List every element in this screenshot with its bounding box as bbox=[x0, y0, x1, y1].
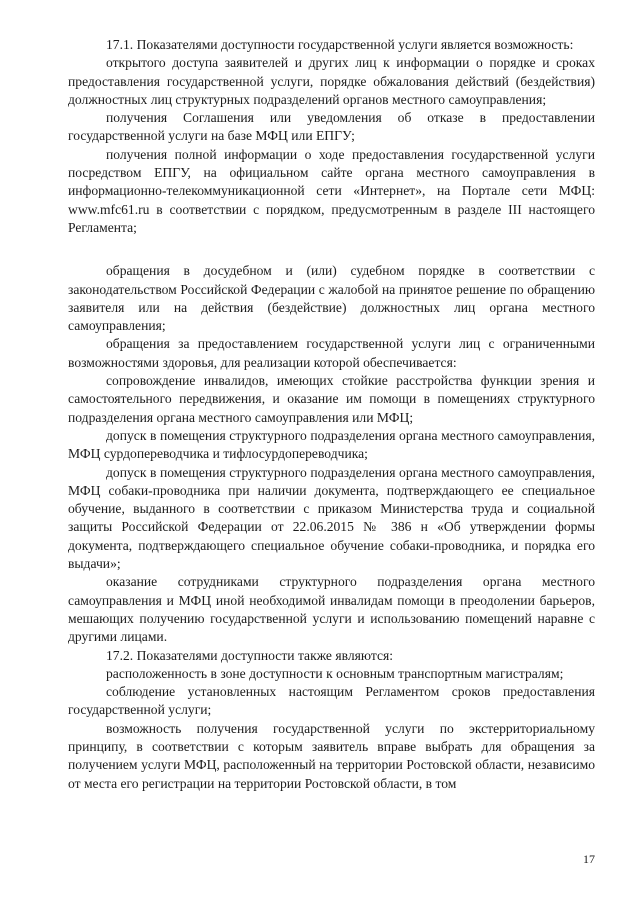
paragraph: обращения за предоставлением государственной услуги лиц с ограниченными возможностями здоровья, для реализации которой обеспечивается: bbox=[68, 336, 595, 370]
paragraph: оказание сотрудниками структурного подразделения органа местного самоуправления и МФЦ иной необходимой инвалидам помощи в преодолении барьеров, мешающих получению государственной услуги и использованию помещений наравне с другими лицами. bbox=[68, 574, 595, 645]
paragraph: 17.1. Показателями доступности государственной услуги является возможность: bbox=[106, 37, 574, 52]
page-number: 17 bbox=[583, 852, 595, 866]
paragraph: сопровождение инвалидов, имеющих стойкие расстройства функции зрения и самостоятельного передвижения, и оказание им помощи в помещениях структурного подразделения органа местного самоуправления или МФЦ; bbox=[68, 373, 595, 425]
paragraph: допуск в помещения структурного подразделения органа местного самоуправления, МФЦ сурдопереводчика и тифлосурдопереводчика; bbox=[68, 427, 595, 462]
paragraph: обращения в досудебном и (или) судебном порядке в соответствии с законодательством Российской Федерации с жалобой на принятое решение по обращению заявителя или на действия (бездействие) должностных лиц органа местного самоуправления; bbox=[68, 263, 595, 334]
paragraph: допуск в помещения структурного подразделения органа местного самоуправления, МФЦ собаки-проводника при наличии документа, подтверждающего ее специальное обучение, выданного в соответствии с приказом Министерства труда и социальной защиты Российской Федерации от 22.06.2015 № 386 н «Об утверждении формы документа, подтверждающего специальное обучение собаки-проводника, и порядка его выдачи»; bbox=[68, 464, 595, 572]
paragraph: получения полной информации о ходе предоставления государственной услуги посредством ЕПГУ, на официальном сайте органа местного самоуправления в информационно-телекоммуникационной сети «Интернет», на Портале сети МФЦ: www.mfc61.ru в соответствии с порядком, предусмотренным в разделе III настоящего Регламента; bbox=[68, 146, 595, 235]
paragraph: соблюдение установленных настоящим Регламентом сроков предоставления государственной услуги; bbox=[68, 684, 595, 718]
paragraph: открытого доступа заявителей и других лиц к информации о порядке и сроках предоставления государственной услуги, порядке обжалования действий (бездействия) должностных лиц структурных подразделений органов местного самоуправления; bbox=[68, 55, 595, 107]
document-body bbox=[68, 36, 595, 793]
paragraph: получения Соглашения или уведомления об отказе в предоставлении государственной услуги на базе МФЦ или ЕПГУ; bbox=[68, 110, 595, 144]
paragraph: 17.2. Показателями доступности также являются: bbox=[106, 647, 394, 663]
paragraph: расположенность в зоне доступности к основным транспортным магистралям; bbox=[106, 665, 564, 681]
paragraph: возможность получения государственной услуги по экстерриториальному принципу, в соответствии с которым заявитель вправе выбрать для обращения за получением услуги МФЦ, расположенный на территории Ростовской области, независимо от места его регистрации на территории Ростовской области, в том bbox=[68, 720, 595, 791]
